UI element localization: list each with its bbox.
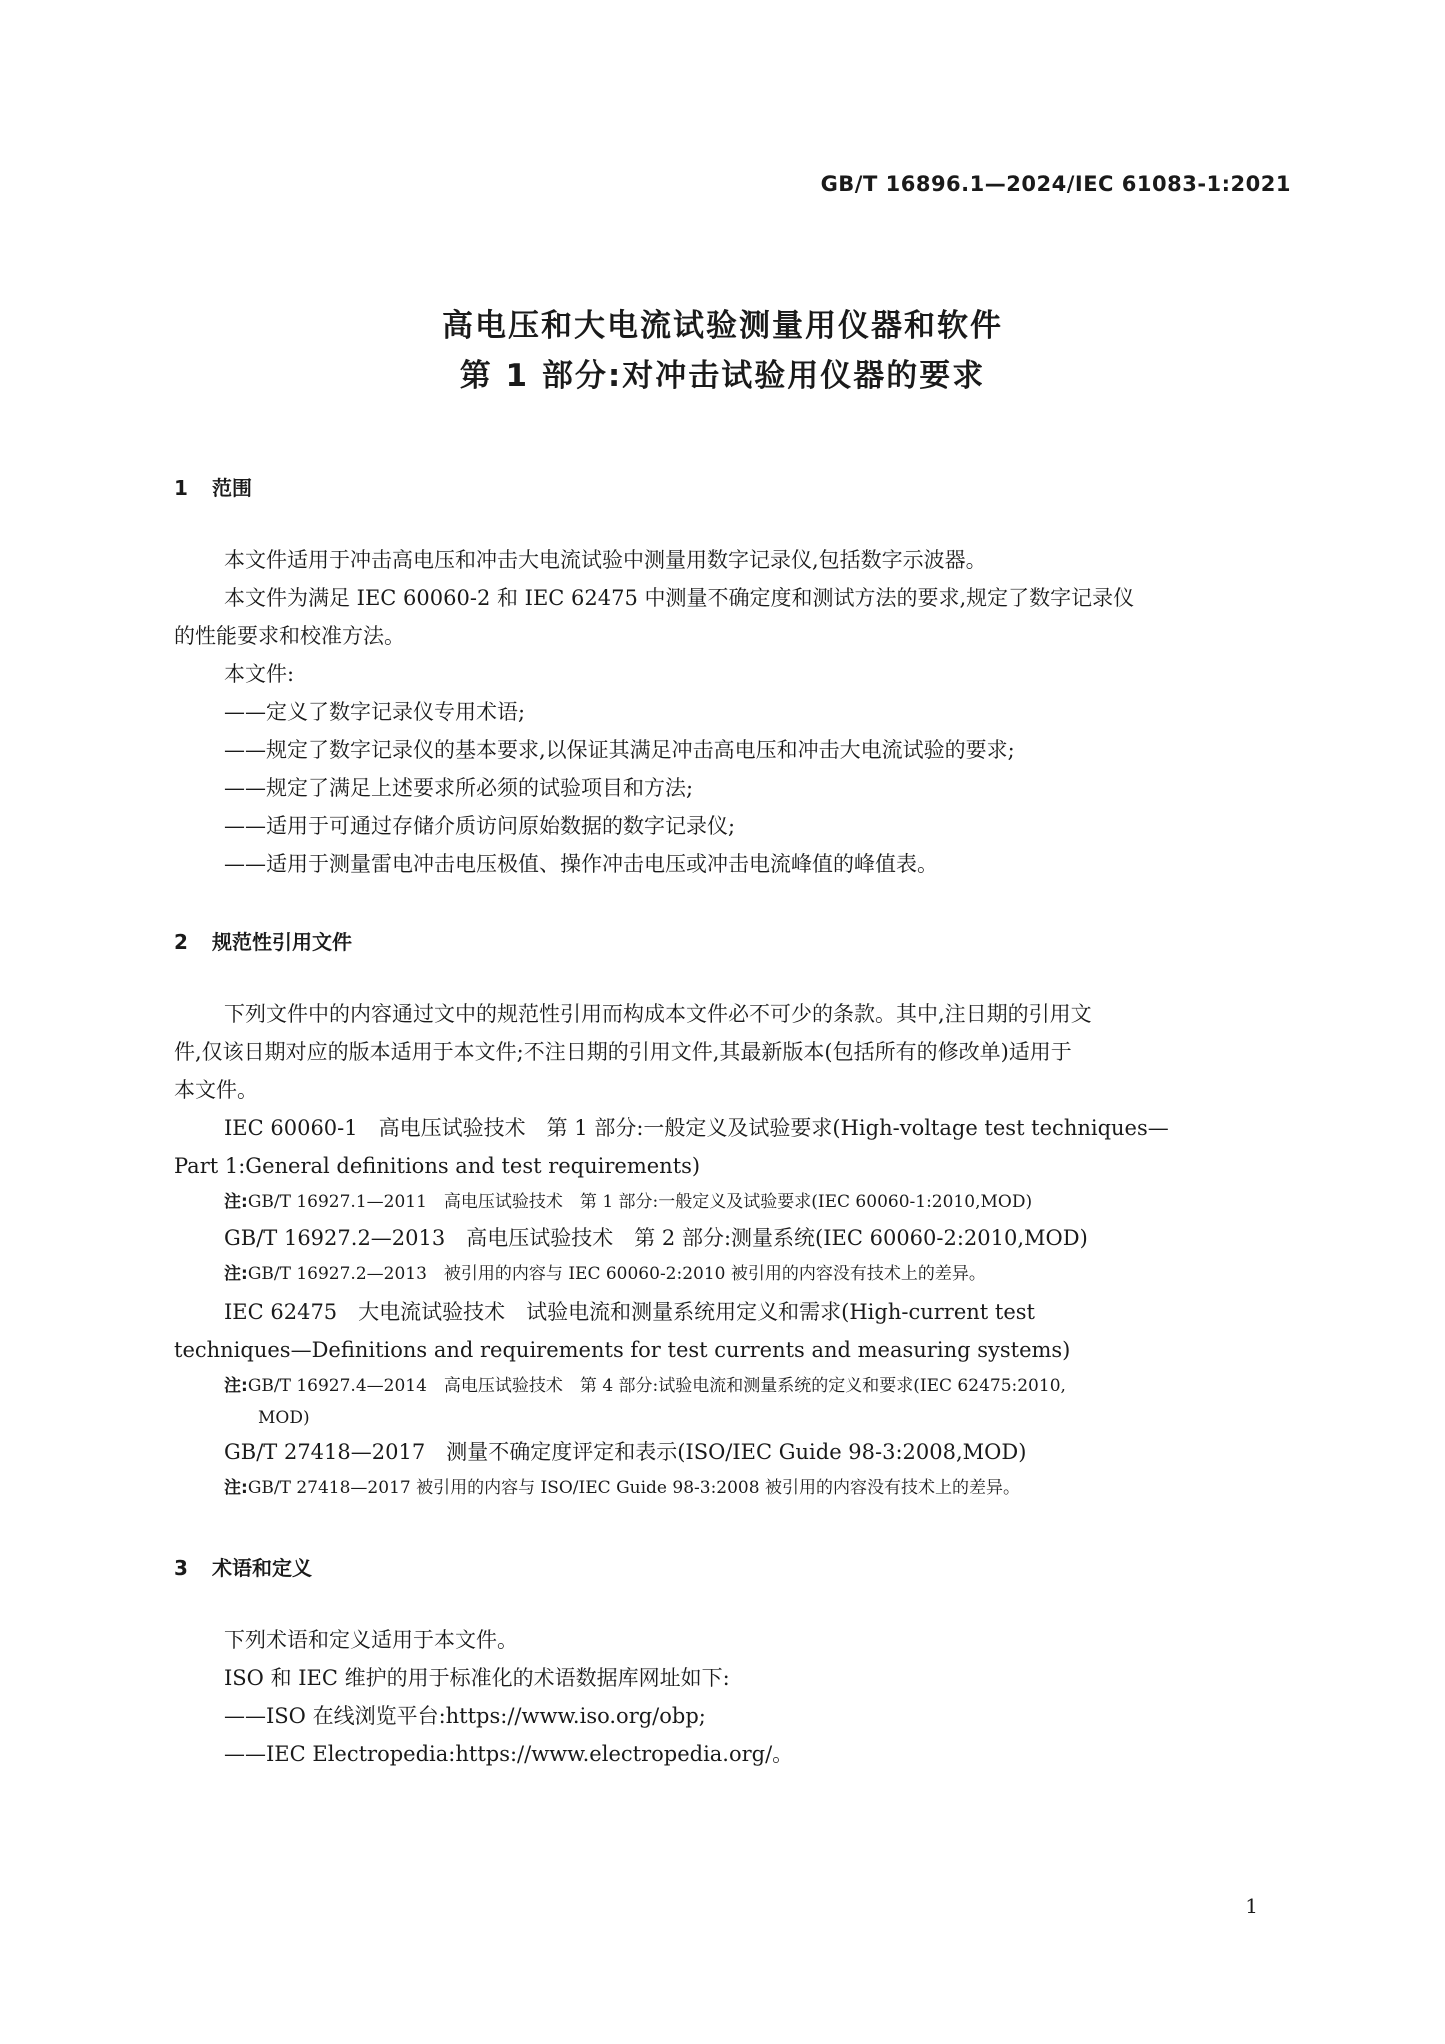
list-item-iso-obp: ——ISO 在线浏览平台:https://www.iso.org/obp; xyxy=(224,1704,706,1728)
note-text: GB/T 27418—2017 被引用的内容与 ISO/IEC Guide 98-3:2008 被引用的内容没有技术上的差异。 xyxy=(247,1478,1020,1498)
section-2-intro: 下列文件中的内容通过文中的规范性引用而构成本文件必不可少的条款。其中,注日期的引用文 xyxy=(224,1002,1092,1026)
section-2-heading xyxy=(174,926,352,955)
note-label: 注: xyxy=(224,1264,248,1284)
list-item: ——适用于可通过存储介质访问原始数据的数字记录仪; xyxy=(224,814,736,838)
document-code: GB/T 16896.1—2024/IEC 61083-1:2021 xyxy=(820,172,1291,196)
section-number: 2 xyxy=(174,930,188,954)
section-1-paragraph-2-cont: 的性能要求和校准方法。 xyxy=(174,624,405,648)
reference-gbt-27418: GB/T 27418—2017 测量不确定度评定和表示(ISO/IEC Guide 98-3:2008,MOD) xyxy=(224,1440,1027,1464)
list-item: ——定义了数字记录仪专用术语; xyxy=(224,700,526,724)
section-2-intro-cont: 本文件。 xyxy=(174,1078,258,1102)
section-title: 范围 xyxy=(212,476,252,500)
section-title: 术语和定义 xyxy=(212,1556,312,1580)
list-item: ——适用于测量雷电冲击电压极值、操作冲击电压或冲击电流峰值的峰值表。 xyxy=(224,852,938,876)
note-label: 注: xyxy=(224,1192,248,1212)
page-number: 1 xyxy=(1245,1894,1258,1918)
reference-iec-60060-1-cont: Part 1:General definitions and test requirements) xyxy=(174,1154,701,1178)
section-1-paragraph-3: 本文件: xyxy=(224,662,295,686)
reference-iec-62475: IEC 62475 大电流试验技术 试验电流和测量系统用定义和需求(High-current test xyxy=(224,1300,1035,1324)
section-1-paragraph-2: 本文件为满足 IEC 60060-2 和 IEC 62475 中测量不确定度和测试方法的要求,规定了数字记录仪 xyxy=(224,586,1135,610)
list-item: ——规定了满足上述要求所必须的试验项目和方法; xyxy=(224,776,694,800)
section-2-intro-cont: 件,仅该日期对应的版本适用于本文件;不注日期的引用文件,其最新版本(包括所有的修改单)适用于 xyxy=(174,1040,1072,1064)
section-3-heading xyxy=(174,1552,312,1581)
reference-iec-62475-cont: techniques—Definitions and requirements for test currents and measuring systems) xyxy=(174,1338,1071,1362)
note-text: GB/T 16927.1—2011 高电压试验技术 第 1 部分:一般定义及试验要求(IEC 60060-1:2010,MOD) xyxy=(247,1192,1033,1212)
note-label: 注: xyxy=(224,1478,248,1498)
section-number: 3 xyxy=(174,1556,188,1580)
section-1-heading xyxy=(174,472,252,501)
note-text: GB/T 16927.2—2013 被引用的内容与 IEC 60060-2:2010 被引用的内容没有技术上的差异。 xyxy=(247,1264,986,1284)
list-item: ——规定了数字记录仪的基本要求,以保证其满足冲击高电压和冲击大电流试验的要求; xyxy=(224,738,1015,762)
note xyxy=(224,1480,1020,1497)
section-title: 规范性引用文件 xyxy=(212,930,352,954)
note-text: GB/T 16927.4—2014 高电压试验技术 第 4 部分:试验电流和测量系统的定义和要求(IEC 62475:2010, xyxy=(247,1376,1066,1396)
section-3-paragraph-1: 下列术语和定义适用于本文件。 xyxy=(224,1628,518,1652)
section-number: 1 xyxy=(174,476,188,500)
note xyxy=(224,1378,1066,1395)
note-label: 注: xyxy=(224,1376,248,1396)
note-cont: MOD) xyxy=(258,1408,310,1428)
document-title-line2: 第 1 部分:对冲击试验用仪器的要求 xyxy=(459,358,986,394)
section-1-paragraph-1: 本文件适用于冲击高电压和冲击大电流试验中测量用数字记录仪,包括数字示波器。 xyxy=(224,548,987,572)
section-3-paragraph-2: ISO 和 IEC 维护的用于标准化的术语数据库网址如下: xyxy=(224,1666,730,1690)
reference-iec-60060-1: IEC 60060-1 高电压试验技术 第 1 部分:一般定义及试验要求(High-voltage test techniques— xyxy=(224,1116,1169,1140)
note xyxy=(224,1194,1032,1211)
reference-gbt-16927-2: GB/T 16927.2—2013 高电压试验技术 第 2 部分:测量系统(IEC 60060-2:2010,MOD) xyxy=(224,1226,1088,1250)
note xyxy=(224,1266,986,1283)
document-title-line1: 高电压和大电流试验测量用仪器和软件 xyxy=(442,308,1003,344)
list-item-electropedia: ——IEC Electropedia:https://www.electropedia.org/。 xyxy=(224,1742,794,1766)
